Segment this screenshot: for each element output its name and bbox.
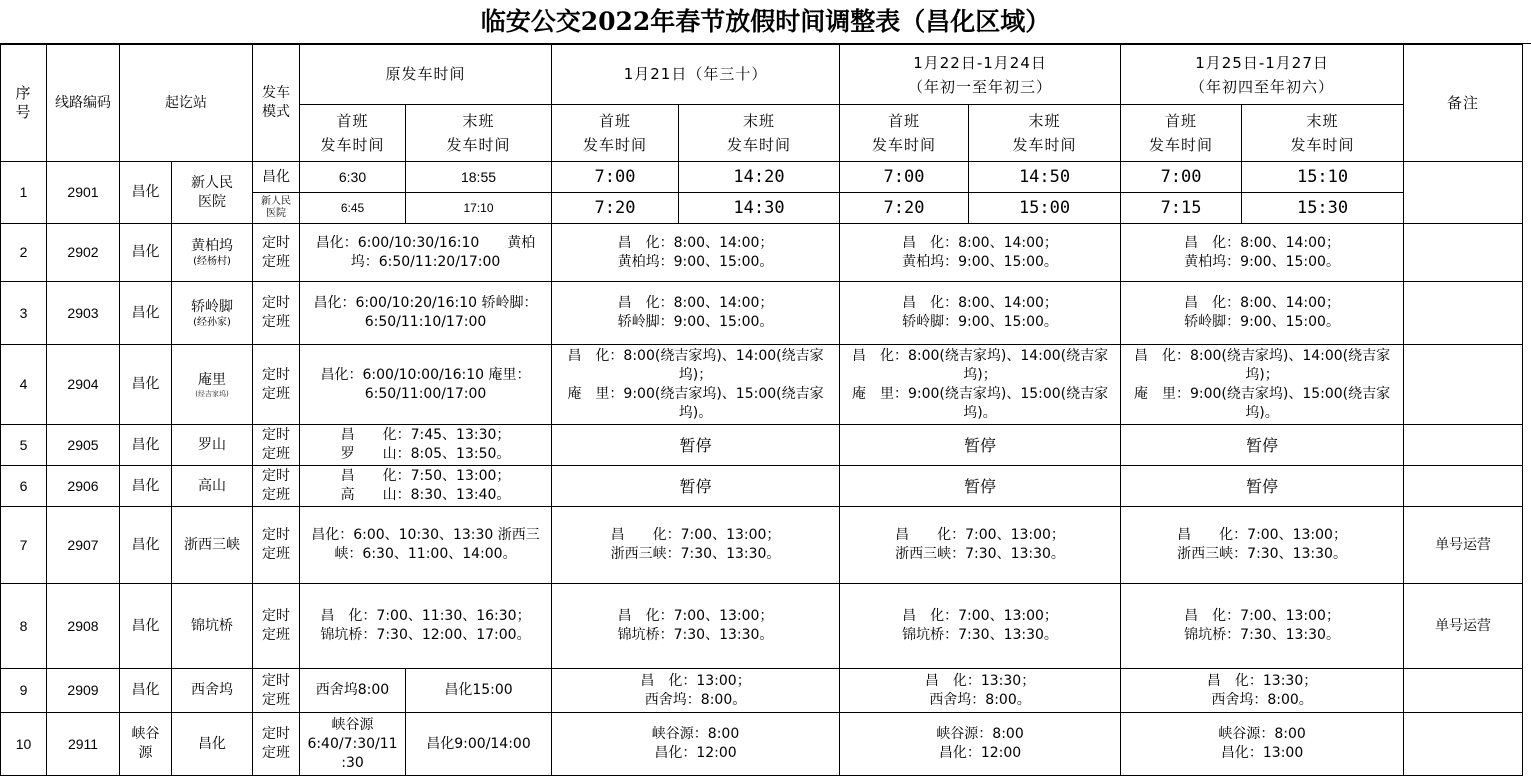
schedule-table: [0, 44, 1523, 776]
d1-last: 14:20: [679, 162, 840, 193]
d2-times: 峡谷源：8:00 昌化：12:00: [840, 713, 1121, 776]
d3-times: 昌 化：8:00(绕吉家坞)、14:00(绕吉家坞)； 庵 里：9:00(绕吉家坞)、15:00(绕吉家坞)。: [1121, 345, 1404, 425]
row-mode: 定时 定班: [253, 425, 300, 466]
row-mode: 定时 定班: [253, 345, 300, 425]
d1-times: 昌 化：7:00、13:00； 锦坑桥：7:30、13:30。: [552, 584, 840, 669]
d3-times: 昌 化：8:00、14:00； 黄柏坞：9:00、15:00。: [1121, 224, 1404, 282]
row-route: 2903: [47, 282, 120, 345]
header-first: 首班 发车时间: [300, 105, 406, 162]
row-mode: 定时 定班: [253, 507, 300, 584]
row-from: 昌化: [120, 282, 172, 345]
d1-times: 峡谷源：8:00 昌化：12:00: [552, 713, 840, 776]
row-seq: 10: [1, 713, 47, 776]
row-seq: 1: [1, 162, 47, 224]
row-from: 昌化: [120, 224, 172, 282]
row-mode: 定时 定班: [253, 282, 300, 345]
header-first: 首班 发车时间: [1121, 105, 1242, 162]
d3-last: 15:10: [1242, 162, 1404, 193]
orig-times: 昌化：6:00、10:30、13:30 浙西三峡：6:30、11:00、14:00。: [300, 507, 552, 584]
table-row: [1, 507, 1523, 584]
d1-times: 暂停: [552, 466, 840, 507]
orig-times: 昌化：6:00/10:20/16:10 轿岭脚：6:50/11:10/17:00: [300, 282, 552, 345]
row-to: [172, 224, 253, 282]
header-day1: 1月21日（年三十）: [552, 45, 840, 105]
row-to: 昌化: [172, 713, 253, 776]
orig-times: 昌 化：7:50、13:00； 高 山：8:30、13:40。: [300, 466, 552, 507]
row-route: 2907: [47, 507, 120, 584]
d2-last: 15:00: [969, 193, 1121, 224]
header-day2: 1月22日-1月24日 （年初一至年初三）: [840, 45, 1121, 105]
table-row: [1, 224, 1523, 282]
d2-first: 7:20: [840, 193, 969, 224]
row-route: 2904: [47, 345, 120, 425]
orig-first: 峡谷源 6:40/7:30/11 :30: [300, 713, 406, 776]
d2-times: 昌 化：8:00、14:00； 黄柏坞：9:00、15:00。: [840, 224, 1121, 282]
table-row: [1, 713, 1523, 776]
row-from: 昌化: [120, 669, 172, 713]
orig-times: 昌 化：7:00、11:30、16:30； 锦坑桥：7:30、12:00、17:00。: [300, 584, 552, 669]
row-seq: 5: [1, 425, 47, 466]
row-to: 西舍坞: [172, 669, 253, 713]
row-note: 单号运营: [1404, 507, 1523, 584]
row-note: [1404, 282, 1523, 345]
d3-times: 昌 化：8:00、14:00； 轿岭脚：9:00、15:00。: [1121, 282, 1404, 345]
row-route: 2901: [47, 162, 120, 224]
d3-times: 昌 化：7:00、13:00； 锦坑桥：7:30、13:30。: [1121, 584, 1404, 669]
row-mode: [253, 193, 300, 224]
d2-first: 7:00: [840, 162, 969, 193]
header-last: 末班 发车时间: [679, 105, 840, 162]
row-to: 浙西三峡: [172, 507, 253, 584]
row-to: [172, 345, 253, 425]
row-route: 2905: [47, 425, 120, 466]
d1-times: 暂停: [552, 425, 840, 466]
header-first: 首班 发车时间: [840, 105, 969, 162]
d2-times: 昌 化：7:00、13:00； 浙西三峡：7:30、13:30。: [840, 507, 1121, 584]
d3-first: 7:15: [1121, 193, 1242, 224]
row-to: [172, 282, 253, 345]
row-to-label: 黄柏坞: [191, 238, 233, 254]
row-mode: 定时 定班: [253, 584, 300, 669]
d1-times: 昌 化：8:00、14:00； 黄柏坞：9:00、15:00。: [552, 224, 840, 282]
row-to-via: (经吉家坞): [195, 389, 229, 398]
row-seq: 6: [1, 466, 47, 507]
d3-times: 暂停: [1121, 466, 1404, 507]
row-from: 昌化: [120, 345, 172, 425]
row-note: [1404, 713, 1523, 776]
table-row: [1, 282, 1523, 345]
row-seq: 2: [1, 224, 47, 282]
row-to-label: 庵里: [198, 371, 226, 388]
header-row-1: [1, 45, 1523, 105]
page-title: 临安公交2022年春节放假时间调整表（昌化区域）: [480, 7, 1051, 36]
d3-times: 昌 化：7:00、13:00； 浙西三峡：7:30、13:30。: [1121, 507, 1404, 584]
table-row: [1, 466, 1523, 507]
row-to-label: 轿岭脚: [191, 298, 233, 315]
row-mode: 昌化: [253, 162, 300, 193]
orig-last: 17:10: [406, 193, 552, 224]
header-terminal: 起讫站: [120, 45, 253, 162]
header-last: 末班 发车时间: [1242, 105, 1404, 162]
d2-times: 昌 化：8:00、14:00； 轿岭脚：9:00、15:00。: [840, 282, 1121, 345]
d1-times: 昌 化：8:00(绕吉家坞)、14:00(绕吉家坞)； 庵 里：9:00(绕吉家坞)、15:00(绕吉家坞)。: [552, 345, 840, 425]
orig-first: 6:45: [300, 193, 406, 224]
orig-times: 昌化：6:00/10:30/16:10 黄柏坞：6:50/11:20/17:00: [300, 224, 552, 282]
row-route: 2909: [47, 669, 120, 713]
header-note: 备注: [1404, 45, 1523, 162]
orig-times: 昌化：6:00/10:00/16:10 庵里：6:50/11:00/17:00: [300, 345, 552, 425]
row-to: 锦坑桥: [172, 584, 253, 669]
table-row: [1, 584, 1523, 669]
orig-first: 6:30: [300, 162, 406, 193]
row-route: 2911: [47, 713, 120, 776]
table-row: [1, 669, 1523, 713]
table-row: [1, 162, 1523, 193]
d2-times: 暂停: [840, 466, 1121, 507]
d3-times: 昌 化：13:30； 西舍坞：8:00。: [1121, 669, 1404, 713]
row-route: 2906: [47, 466, 120, 507]
row-seq: 8: [1, 584, 47, 669]
header-seq: 序 号: [1, 45, 47, 162]
row-from: 昌化: [120, 425, 172, 466]
table-row: [1, 425, 1523, 466]
row-from: 昌化: [120, 162, 172, 224]
row-to: 新人民 医院: [172, 162, 253, 224]
row-note: [1404, 162, 1523, 224]
header-last: 末班 发车时间: [969, 105, 1121, 162]
d2-times: 暂停: [840, 425, 1121, 466]
row-from: 昌化: [120, 466, 172, 507]
d2-times: 昌 化：8:00(绕吉家坞)、14:00(绕吉家坞)； 庵 里：9:00(绕吉家坞)、15:00(绕吉家坞)。: [840, 345, 1121, 425]
row-route: 2902: [47, 224, 120, 282]
row-to-via: (经杨村): [193, 256, 231, 267]
row-route: 2908: [47, 584, 120, 669]
d3-last: 15:30: [1242, 193, 1404, 224]
d3-first: 7:00: [1121, 162, 1242, 193]
header-day3: 1月25日-1月27日 （年初四至年初六）: [1121, 45, 1404, 105]
row-mode: 定时 定班: [253, 466, 300, 507]
row-to: 罗山: [172, 425, 253, 466]
table-row: [1, 345, 1523, 425]
row-note: 单号运营: [1404, 584, 1523, 669]
d1-times: 昌 化：7:00、13:00； 浙西三峡：7:30、13:30。: [552, 507, 840, 584]
row-to-via: (经孙家): [193, 316, 231, 328]
orig-last: 18:55: [406, 162, 552, 193]
orig-first: 西舍坞8:00: [300, 669, 406, 713]
row-from: 峡谷 源: [120, 713, 172, 776]
row-note: [1404, 345, 1523, 425]
d1-last: 14:30: [679, 193, 840, 224]
d1-times: 昌 化：13:00； 西舍坞：8:00。: [552, 669, 840, 713]
header-route: 线路编码: [47, 45, 120, 162]
d1-first: 7:20: [552, 193, 679, 224]
header-original-time: 原发车时间: [300, 45, 552, 105]
header-first: 首班 发车时间: [552, 105, 679, 162]
row-from: 昌化: [120, 584, 172, 669]
d2-last: 14:50: [969, 162, 1121, 193]
orig-last: 昌化15:00: [406, 669, 552, 713]
row-from: 昌化: [120, 507, 172, 584]
row-mode: 定时 定班: [253, 669, 300, 713]
row-seq: 4: [1, 345, 47, 425]
d1-first: 7:00: [552, 162, 679, 193]
row-note: [1404, 224, 1523, 282]
header-last: 末班 发车时间: [406, 105, 552, 162]
row-note: [1404, 669, 1523, 713]
header-mode: 发车 模式: [253, 45, 300, 162]
row-seq: 9: [1, 669, 47, 713]
row-mode-label: 新人民 医院: [261, 196, 291, 219]
d3-times: 暂停: [1121, 425, 1404, 466]
row-mode: 定时 定班: [253, 224, 300, 282]
orig-last: 昌化9:00/14:00: [406, 713, 552, 776]
row-mode: 定时 定班: [253, 713, 300, 776]
d2-times: 昌 化：13:30； 西舍坞：8:00。: [840, 669, 1121, 713]
row-to: 高山: [172, 466, 253, 507]
row-seq: 3: [1, 282, 47, 345]
row-note: [1404, 425, 1523, 466]
d2-times: 昌 化：7:00、13:00； 锦坑桥：7:30、13:30。: [840, 584, 1121, 669]
row-seq: 7: [1, 507, 47, 584]
d1-times: 昌 化：8:00、14:00； 轿岭脚：9:00、15:00。: [552, 282, 840, 345]
row-note: [1404, 466, 1523, 507]
d3-times: 峡谷源：8:00 昌化：13:00: [1121, 713, 1404, 776]
orig-times: 昌 化：7:45、13:30； 罗 山：8:05、13:50。: [300, 425, 552, 466]
